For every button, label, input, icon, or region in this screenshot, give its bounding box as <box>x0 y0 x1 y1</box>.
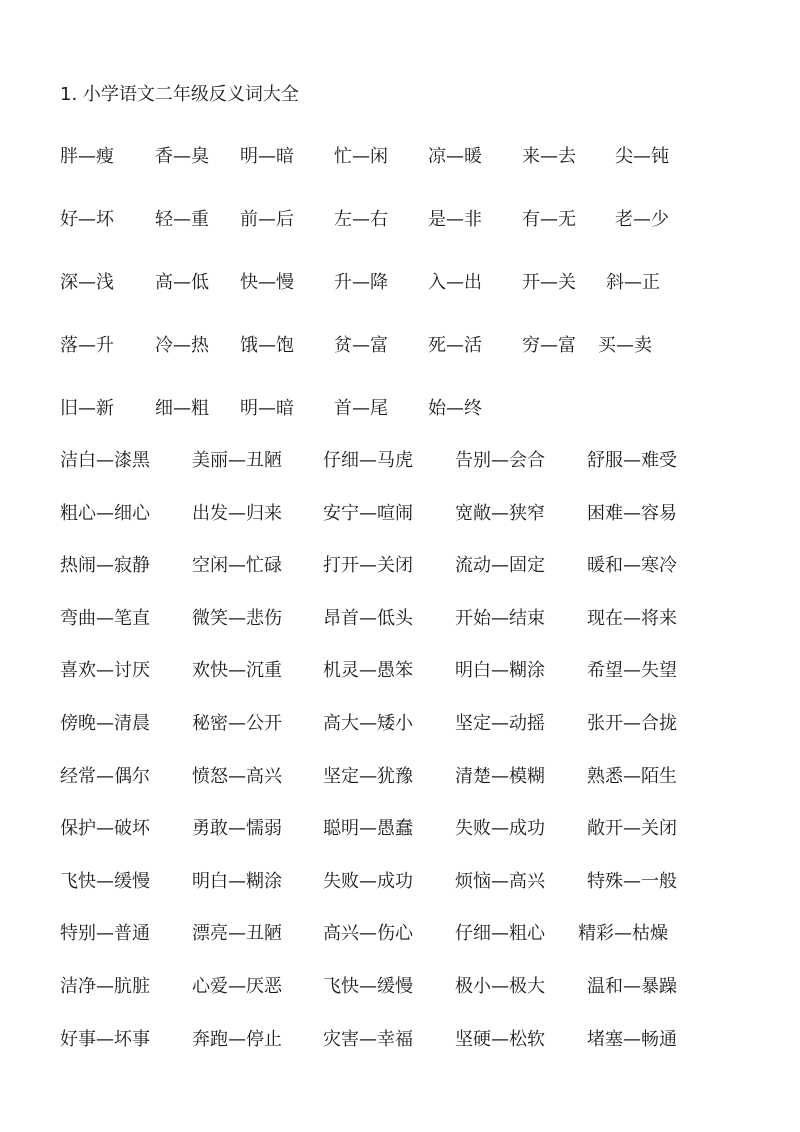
antonym-pair: 香—臭 <box>155 146 209 167</box>
single-row <box>0 207 800 233</box>
antonym-pair: 失败—成功 <box>323 871 413 892</box>
antonym-pair: 坚定—犹豫 <box>323 766 413 787</box>
antonym-pair: 美丽—丑陋 <box>192 450 282 471</box>
antonym-pair: 奔跑—停止 <box>192 1029 282 1050</box>
double-row <box>0 974 800 1000</box>
antonym-pair: 穷—富 <box>522 335 576 356</box>
antonym-pair: 飞快—缓慢 <box>60 871 150 892</box>
antonym-pair: 漂亮—丑陋 <box>192 923 282 944</box>
antonym-pair: 热闹—寂静 <box>60 555 150 576</box>
antonym-pair: 有—无 <box>522 209 576 230</box>
antonym-pair: 前—后 <box>240 209 294 230</box>
antonym-pair: 昂首—低头 <box>323 608 413 629</box>
antonym-pair: 勇敢—懦弱 <box>192 818 282 839</box>
antonym-pair: 流动—固定 <box>455 555 545 576</box>
double-row <box>0 448 800 474</box>
antonym-pair: 堵塞—畅通 <box>587 1029 677 1050</box>
antonym-pair: 高兴—伤心 <box>323 923 413 944</box>
single-row <box>0 333 800 359</box>
antonym-pair: 左—右 <box>334 209 388 230</box>
antonym-pair: 机灵—愚笨 <box>323 660 413 681</box>
antonym-pair: 明—暗 <box>240 398 294 419</box>
antonym-pair: 始—终 <box>428 398 482 419</box>
antonym-pair: 保护—破坏 <box>60 818 150 839</box>
antonym-pair: 升—降 <box>334 272 388 293</box>
antonym-pair: 喜欢—讨厌 <box>60 660 150 681</box>
antonym-pair: 首—尾 <box>334 398 388 419</box>
antonym-pair: 高大—矮小 <box>323 713 413 734</box>
antonym-pair: 告别—会合 <box>455 450 545 471</box>
antonym-pair: 买—卖 <box>598 335 652 356</box>
double-row <box>0 501 800 527</box>
antonym-pair: 秘密—公开 <box>192 713 282 734</box>
antonym-pair: 心爱—厌恶 <box>192 976 282 997</box>
double-row <box>0 606 800 632</box>
antonym-pair: 粗心—细心 <box>60 503 150 524</box>
antonym-pair: 飞快—缓慢 <box>323 976 413 997</box>
antonym-pair: 明白—糊涂 <box>192 871 282 892</box>
antonym-pair: 胖—瘦 <box>60 146 114 167</box>
antonym-pair: 明—暗 <box>240 146 294 167</box>
antonym-pair: 特别—普通 <box>60 923 150 944</box>
antonym-pair: 精彩—枯燥 <box>578 923 668 944</box>
antonym-pair: 饿—饱 <box>240 335 294 356</box>
antonym-pair: 微笑—悲伤 <box>192 608 282 629</box>
antonym-pair: 愤怒—高兴 <box>192 766 282 787</box>
antonym-pair: 熟悉—陌生 <box>587 766 677 787</box>
single-row <box>0 396 800 422</box>
antonym-pair: 明白—糊涂 <box>455 660 545 681</box>
double-row <box>0 658 800 684</box>
antonym-pair: 失败—成功 <box>455 818 545 839</box>
antonym-pair: 贫—富 <box>334 335 388 356</box>
antonym-pair: 轻—重 <box>155 209 209 230</box>
double-row <box>0 764 800 790</box>
antonym-pair: 仔细—粗心 <box>455 923 545 944</box>
antonym-pair: 是—非 <box>428 209 482 230</box>
antonym-pair: 忙—闲 <box>334 146 388 167</box>
antonym-pair: 好事—坏事 <box>60 1029 150 1050</box>
antonym-pair: 安宁—喧闹 <box>323 503 413 524</box>
antonym-pair: 温和—暴躁 <box>587 976 677 997</box>
antonym-pair: 细—粗 <box>155 398 209 419</box>
antonym-pair: 入—出 <box>428 272 482 293</box>
antonym-pair: 清楚—模糊 <box>455 766 545 787</box>
single-row <box>0 144 800 170</box>
antonym-pair: 暖和—寒冷 <box>587 555 677 576</box>
antonym-pair: 高—低 <box>155 272 209 293</box>
antonym-pair: 尖—钝 <box>615 146 669 167</box>
antonym-pair: 老—少 <box>615 209 669 230</box>
antonym-pair: 经常—偶尔 <box>60 766 150 787</box>
double-row <box>0 869 800 895</box>
single-row <box>0 270 800 296</box>
double-row <box>0 921 800 947</box>
antonym-pair: 张开—合拢 <box>587 713 677 734</box>
double-row <box>0 1027 800 1053</box>
antonym-pair: 空闲—忙碌 <box>192 555 282 576</box>
antonym-pair: 坚硬—松软 <box>455 1029 545 1050</box>
antonym-pair: 冷—热 <box>155 335 209 356</box>
double-row <box>0 816 800 842</box>
antonym-pair: 洁净—肮脏 <box>60 976 150 997</box>
antonym-pair: 舒服—难受 <box>587 450 677 471</box>
antonym-pair: 打开—关闭 <box>323 555 413 576</box>
antonym-pair: 来—去 <box>522 146 576 167</box>
antonym-pair: 仔细—马虎 <box>323 450 413 471</box>
antonym-pair: 坚定—动摇 <box>455 713 545 734</box>
antonym-pair: 开始—结束 <box>455 608 545 629</box>
page-title: 1. 小学语文二年级反义词大全 <box>60 84 299 105</box>
antonym-pair: 出发—归来 <box>192 503 282 524</box>
antonym-pair: 敞开—关闭 <box>587 818 677 839</box>
antonym-pair: 旧—新 <box>60 398 114 419</box>
antonym-pair: 深—浅 <box>60 272 114 293</box>
antonym-pair: 弯曲—笔直 <box>60 608 150 629</box>
double-row <box>0 711 800 737</box>
antonym-pair: 傍晚—清晨 <box>60 713 150 734</box>
antonym-pair: 落—升 <box>60 335 114 356</box>
antonym-pair: 烦恼—高兴 <box>455 871 545 892</box>
antonym-pair: 希望—失望 <box>587 660 677 681</box>
double-row <box>0 553 800 579</box>
antonym-pair: 宽敞—狭窄 <box>455 503 545 524</box>
antonym-pair: 斜—正 <box>606 272 660 293</box>
antonym-pair: 凉—暖 <box>428 146 482 167</box>
antonym-pair: 快—慢 <box>240 272 294 293</box>
antonym-pair: 现在—将来 <box>587 608 677 629</box>
antonym-pair: 开—关 <box>522 272 576 293</box>
antonym-pair: 好—坏 <box>60 209 114 230</box>
antonym-pair: 极小—极大 <box>455 976 545 997</box>
antonym-pair: 欢快—沉重 <box>192 660 282 681</box>
antonym-pair: 特殊—一般 <box>587 871 677 892</box>
antonym-pair: 困难—容易 <box>587 503 677 524</box>
antonym-pair: 灾害—幸福 <box>323 1029 413 1050</box>
antonym-pair: 洁白—漆黑 <box>60 450 150 471</box>
antonym-pair: 死—活 <box>428 335 482 356</box>
antonym-pair: 聪明—愚蠢 <box>323 818 413 839</box>
